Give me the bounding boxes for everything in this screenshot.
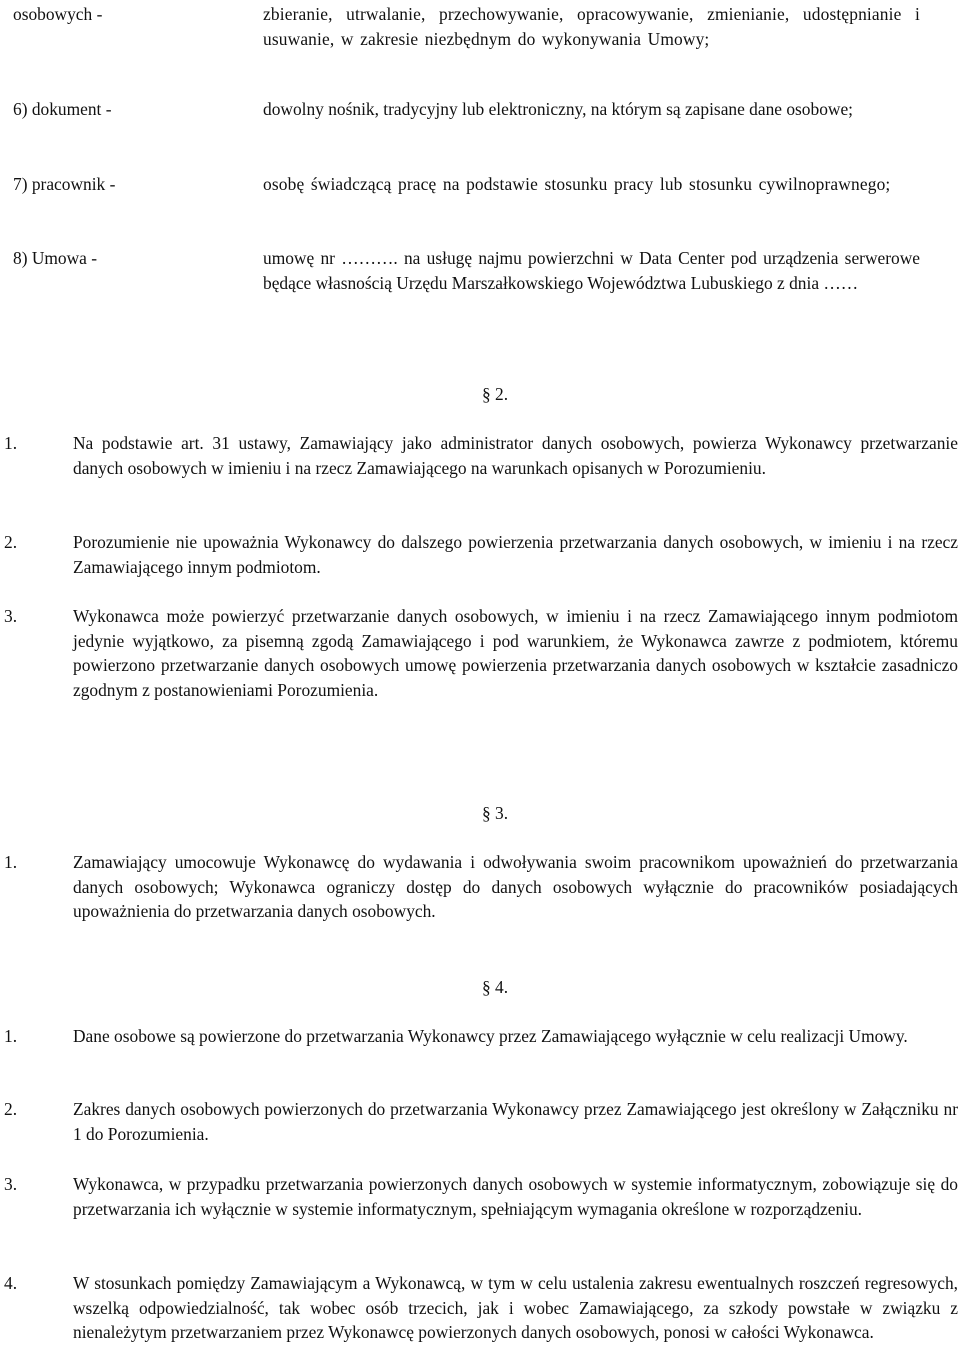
definition-text: dowolny nośnik, tradycyjny lub elektroniczny, na którym są zapisane dane osobowe;	[263, 99, 854, 119]
definition-term: 7) pracownik -	[13, 174, 116, 194]
paragraph	[0, 850, 960, 950]
paragraph-number: 3.	[4, 1174, 18, 1194]
section-heading	[0, 975, 960, 1000]
section-heading-text: § 3.	[481, 803, 509, 823]
section-heading	[0, 382, 960, 407]
paragraph	[0, 530, 960, 580]
paragraph-number: 4.	[4, 1273, 18, 1293]
definition-item	[0, 172, 960, 222]
section-heading-text: § 2.	[481, 384, 509, 404]
paragraph-text: Porozumienie nie upoważnia Wykonawcy do dalszego powierzenia przetwarzania danych osobowych, w imieniu i na rzecz Zamawiającego innym podmiotom.	[73, 532, 958, 577]
definition-item	[0, 97, 960, 147]
section-heading-text: § 4.	[481, 977, 509, 997]
section-heading	[0, 801, 960, 826]
paragraph-number: 1.	[4, 852, 18, 872]
paragraph-number: 2.	[4, 1099, 18, 1119]
paragraph-number: 1.	[4, 433, 18, 453]
paragraph-text: W stosunkach pomiędzy Zamawiającym a Wykonawcą, w tym w celu ustalenia zakresu ewentualnych roszczeń regresowych, wszelką odpowiedzialność, tak wobec osób trzecich, jak i wobec Zamawiającego, za szkody powstałe w związku z nienależytym przetwarzaniem przez Wykonawcę powierzonych danych osobowych, ponosi w całości Wykonawca.	[73, 1273, 958, 1342]
definition-term: 8) Umowa -	[13, 248, 98, 268]
definition-text: osobę świadczącą pracę na podstawie stosunku pracy lub stosunku cywilnoprawnego;	[263, 174, 891, 194]
definition-text: zbieranie, utrwalanie, przechowywanie, opracowywanie, zmienianie, udostępnianie i usuwanie, w zakresie niezbędnym do wykonywania Umowy;	[263, 4, 920, 49]
paragraph	[0, 1172, 960, 1246]
paragraph-text-block	[4, 431, 958, 480]
paragraph-text: Wykonawca, w przypadku przetwarzania powierzonych danych osobowych w systemie informatycznym, zobowiązuje się do przetwarzania ich wyłącznie w systemie informatycznym, spełniającym wymagania określone w rozporządzeniu.	[73, 1174, 958, 1219]
definition-text: umowę nr ………. na usługę najmu powierzchni w Data Center pod urządzenia serwerowe będące własnością Urzędu Marszałkowskiego Województwa Lubuskiego z dnia ……	[263, 248, 920, 293]
paragraph	[0, 1024, 960, 1074]
definition-item	[0, 246, 960, 320]
paragraph-number: 2.	[4, 532, 18, 552]
paragraph-text: Wykonawca może powierzyć przetwarzanie danych osobowych, w imieniu i na rzecz Zamawiającego innym podmiotom jedynie wyjątkowo, za pisemną zgodą Zamawiającego i pod warunkiem, że Wykonawca zawrze z podmiotem, któremu powierzono przetwarzanie danych osobowych umowę powierzenia przetwarzania danych osobowych w kształcie zasadniczo zgodnym z postanowieniami Porozumienia.	[73, 606, 958, 700]
paragraph-number: 3.	[4, 606, 18, 626]
definition-item	[0, 2, 960, 76]
definition-term: osobowych -	[13, 4, 103, 24]
paragraph-number: 1.	[4, 1026, 18, 1046]
paragraph-text: Dane osobowe są powierzone do przetwarzania Wykonawcy przez Zamawiającego wyłącznie w celu realizacji Umowy.	[73, 1026, 908, 1046]
paragraph	[0, 1097, 960, 1147]
definition-term: 6) dokument -	[13, 99, 112, 119]
paragraph	[0, 604, 960, 728]
paragraph-text: Zamawiający umocowuje Wykonawcę do wydawania i odwoływania swoim pracownikom upoważnień do przetwarzania danych osobowych; Wykonawca ograniczy dostęp do danych osobowych wyłącznie do pracowników posiadających upoważnienia do przetwarzania danych osobowych.	[73, 852, 958, 921]
paragraph-text: Zakres danych osobowych powierzonych do przetwarzania Wykonawcy przez Zamawiającego jest określony w Załączniku nr 1 do Porozumienia.	[73, 1099, 958, 1144]
paragraph	[0, 431, 960, 505]
paragraph	[0, 1271, 960, 1371]
paragraph-text: Na podstawie art. 31 ustawy, Zamawiający jako administrator danych osobowych, powierza Wykonawcy przetwarzanie danych osobowych w imieniu i na rzecz Zamawiającego na warunkach opisanych w Porozumieniu.	[73, 433, 958, 478]
